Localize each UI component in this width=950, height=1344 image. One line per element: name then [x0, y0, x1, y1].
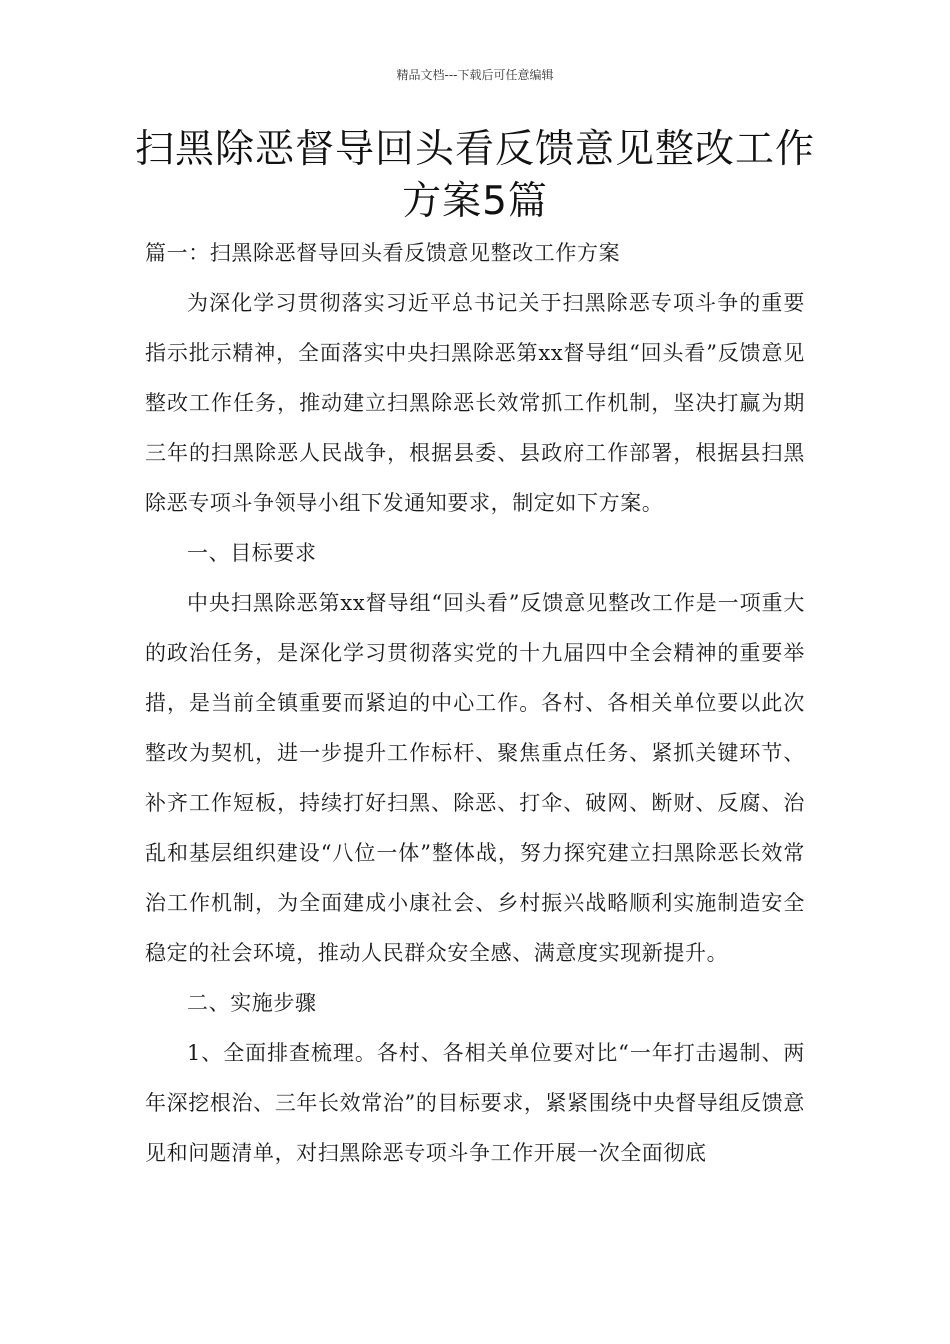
- document-body: [145, 228, 805, 1178]
- paragraph-goals: 中央扫黑除恶第xx督导组“回头看”反馈意见整改工作是一项重大的政治任务，是深化学习贯彻落实党的十九届四中全会精神的重要举措，是当前全镇重要而紧迫的中心工作。各村、各相关单位要以此次整改为契机，进一步提升工作标杆、聚焦重点任务、紧抓关键环节、补齐工作短板，持续打好扫黑、除恶、打伞、破网、断财、反腐、治乱和基层组织建设“八位一体”整体战，努力探究建立扫黑除恶长效常治工作机制，为全面建成小康社会、乡村振兴战略顺利实施制造安全稳定的社会环境，推动人民群众安全感、满意度实现新提升。: [145, 591, 805, 965]
- document-title: 扫黑除恶督导回头看反馈意见整改工作方案5篇: [134, 127, 815, 224]
- heading-goals: 一、目标要求: [187, 541, 317, 565]
- section-subtitle: 篇一：扫黑除恶督导回头看反馈意见整改工作方案: [145, 241, 621, 265]
- paragraph-intro: 为深化学习贯彻落实习近平总书记关于扫黑除恶专项斗争的重要指示批示精神，全面落实中央扫黑除恶第xx督导组“回头看”反馈意见整改工作任务，推动建立扫黑除恶长效常抓工作机制，坚决打赢为期三年的扫黑除恶人民战争，根据县委、县政府工作部署，根据县扫黑除恶专项斗争领导小组下发通知要求，制定如下方案。: [145, 291, 805, 515]
- heading-steps: 二、实施步骤: [187, 991, 317, 1015]
- header-note: 精品文档---下载后可任意编辑: [396, 68, 554, 82]
- paragraph-step-1: 1、全面排查梳理。各村、各相关单位要对比“一年打击遏制、两年深挖根治、三年长效常治”的目标要求，紧紧围绕中央督导组反馈意见和问题清单，对扫黑除恶专项斗争工作开展一次全面彻底: [145, 1041, 805, 1165]
